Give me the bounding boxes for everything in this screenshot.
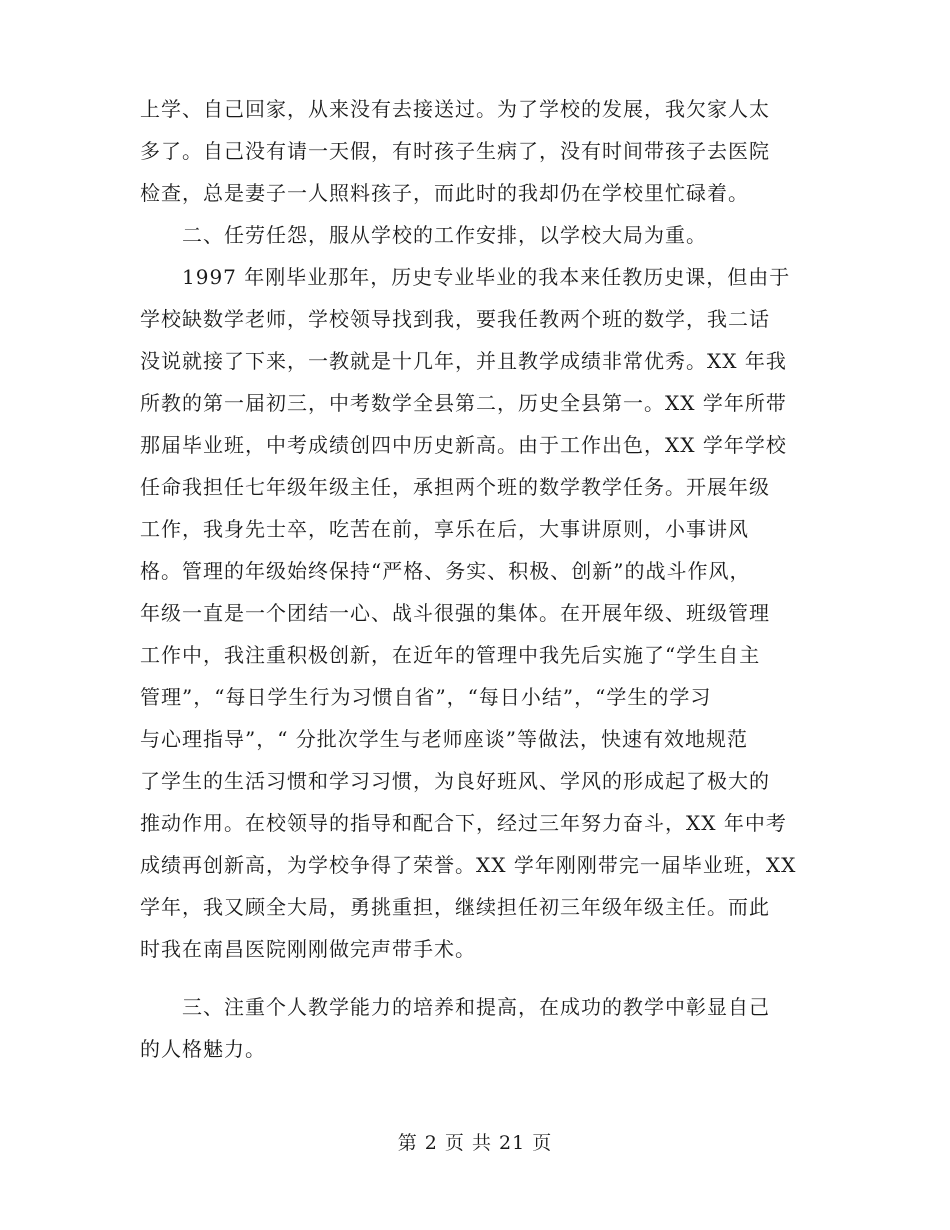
text-line: 了学生的生活习惯和学习习惯，为良好班风、学风的形成起了极大的 [140,769,770,793]
text-line: 工作中，我注重积极创新，在近年的管理中我先后实施了“学生自主 [140,643,761,667]
text-line: 检查，总是妻子一人照料孩子，而此时的我却仍在学校里忙碌着。 [140,181,749,205]
section-heading-2: 二、任劳任怨，服从学校的工作安排，以学校大局为重。 [140,223,707,247]
text-line: 学年，我又顾全大局，勇挑重担，继续担任初三年级年级主任。而此 [140,895,770,919]
text-line: 学校缺数学老师，学校领导找到我，要我任教两个班的数学，我二话 [140,307,770,331]
text-line: 1997 年刚毕业那年，历史专业毕业的我本来任教历史课，但由于 [140,265,791,289]
text-line: 所教的第一届初三，中考数学全县第二，历史全县第一。XX 学年所带 [140,391,787,415]
text-line: 推动作用。在校领导的指导和配合下，经过三年努力奋斗，XX 年中考 [140,811,787,835]
text-line: 时我在南昌医院刚刚做完声带手术。 [140,937,476,961]
text-line: 的人格魅力。 [140,1037,266,1061]
text-line: 上学、自己回家，从来没有去接送过。为了学校的发展，我欠家人太 [140,97,770,121]
text-line: 工作，我身先士卒，吃苦在前，享乐在后，大事讲原则，小事讲风 [140,517,749,541]
text-line: 管理”，“每日学生行为习惯自省”，“每日小结”，“学生的学习 [140,685,712,709]
text-line: 格。管理的年级始终保持“严格、务实、积极、创新”的战斗作风， [140,559,751,583]
text-line: 没说就接了下来，一教就是十几年，并且教学成绩非常优秀。XX 年我 [140,349,787,373]
text-line: 任命我担任七年级年级主任，承担两个班的数学教学任务。开展年级 [140,475,770,499]
text-line: 多了。自己没有请一天假，有时孩子生病了，没有时间带孩子去医院 [140,139,770,163]
text-line: 与心理指导”，“ 分批次学生与老师座谈”等做法，快速有效地规范 [140,727,749,751]
text-line: 年级一直是一个团结一心、战斗很强的集体。在开展年级、班级管理 [140,601,770,625]
section-heading-3: 三、注重个人教学能力的培养和提高，在成功的教学中彰显自己 [140,995,770,1019]
body-text [140,88,812,1070]
text-line: 成绩再创新高，为学校争得了荣誉。XX 学年刚刚带完一届毕业班，XX [140,853,797,877]
text-line: 那届毕业班，中考成绩创四中历史新高。由于工作出色，XX 学年学校 [140,433,787,457]
paragraph-gap [140,970,812,986]
page-number-footer: 第 2 页 共 21 页 [397,1132,553,1154]
